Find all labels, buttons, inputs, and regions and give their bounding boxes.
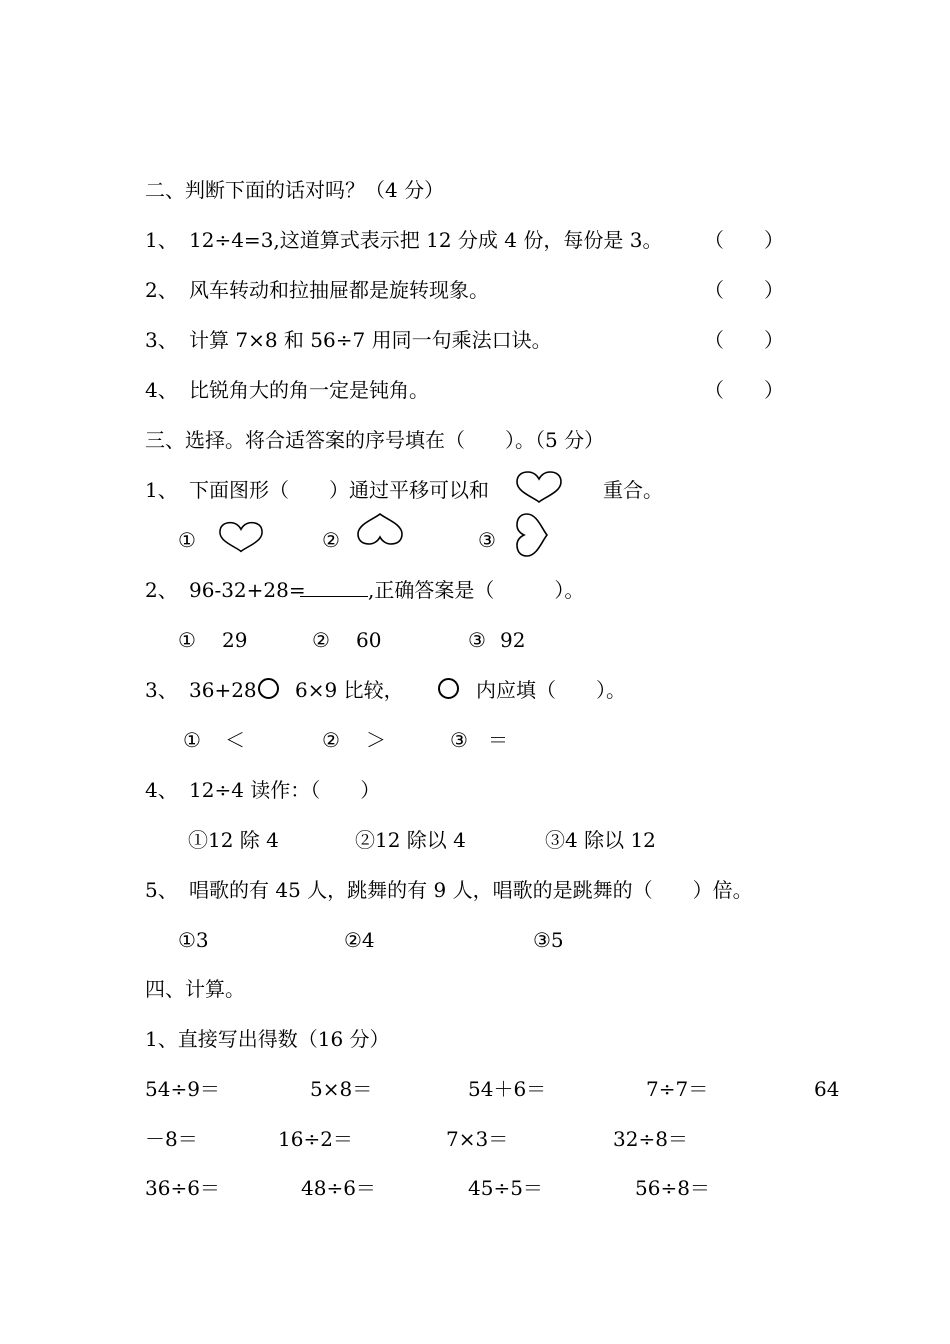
s3-q5-num: 5、 xyxy=(145,878,178,902)
calc-r2-c1: －8＝ xyxy=(145,1127,198,1151)
heart-down-icon xyxy=(356,512,404,546)
s2-item2-answer-paren[interactable]: （ ） xyxy=(704,278,784,302)
calc-r2-c2: 16÷2＝ xyxy=(278,1127,353,1151)
section4-sub1: 1、直接写出得数（16 分） xyxy=(145,1027,390,1051)
s2-item3-answer-paren[interactable]: （ ） xyxy=(704,328,784,352)
s2-item2-num: 2、 xyxy=(145,278,178,302)
s3-q2-option2-mark[interactable]: ② xyxy=(312,628,330,652)
s2-item1-answer-paren[interactable]: （ ） xyxy=(704,228,784,252)
s2-item4-num: 4、 xyxy=(145,378,178,402)
calc-r3-c4: 56÷8＝ xyxy=(635,1176,710,1200)
s3-q4-option3[interactable]: ③4 除以 12 xyxy=(545,828,656,852)
calc-r3-c1: 36÷6＝ xyxy=(145,1176,220,1200)
s3-q5-option3[interactable]: ③5 xyxy=(533,928,564,952)
heart-icon xyxy=(218,520,264,554)
s3-q2-option1-mark[interactable]: ① xyxy=(178,628,196,652)
calc-r2-c4: 32÷8＝ xyxy=(613,1127,688,1151)
s3-q2-option3-value: 92 xyxy=(500,628,526,652)
s3-q2-option2-value: 60 xyxy=(356,628,382,652)
calc-r1-c2: 5×8＝ xyxy=(310,1077,373,1101)
s3-q1-text: 下面图形（ ）通过平移可以和 xyxy=(189,478,489,502)
calc-r2-c3: 7×3＝ xyxy=(446,1127,509,1151)
calc-r3-c2: 48÷6＝ xyxy=(301,1176,376,1200)
s3-q3-num: 3、 xyxy=(145,678,178,702)
s3-q2-expression: 96-32+28= xyxy=(189,578,306,602)
s3-q5-option2[interactable]: ②4 xyxy=(344,928,375,952)
section4-heading: 四、计算。 xyxy=(145,977,245,1001)
s3-q1-option3-mark[interactable]: ③ xyxy=(478,528,496,552)
s3-q3-part3: 内应填（ ）。 xyxy=(476,678,626,702)
s2-item1-num: 1、 xyxy=(145,228,178,252)
s3-q3-part2: 6×9 比较， xyxy=(295,678,404,702)
s3-q3-circle-blank-2 xyxy=(438,678,459,702)
s3-q3-option2-mark[interactable]: ② xyxy=(322,728,340,752)
s3-q3-option3-mark[interactable]: ③ xyxy=(450,728,468,752)
s3-q5-text: 唱歌的有 45 人，跳舞的有 9 人，唱歌的是跳舞的（ ）倍。 xyxy=(189,878,753,902)
section3-heading: 三、选择。将合适答案的序号填在（ ）。（5 分） xyxy=(145,428,605,452)
s3-q2-option1-value: 29 xyxy=(222,628,248,652)
calc-r1-c1: 54÷9＝ xyxy=(145,1077,220,1101)
s3-q5-option1[interactable]: ①3 xyxy=(178,928,209,952)
heart-icon xyxy=(515,470,563,504)
s2-item3-num: 3、 xyxy=(145,328,178,352)
s3-q1-text-after: 重合。 xyxy=(603,478,663,502)
s3-q1-option2-mark[interactable]: ② xyxy=(322,528,340,552)
s3-q4-option2[interactable]: ②12 除以 4 xyxy=(355,828,466,852)
s3-q2-num: 2、 xyxy=(145,578,178,602)
s2-item2-text: 风车转动和拉抽屉都是旋转现象。 xyxy=(189,278,489,302)
heart-right-icon xyxy=(513,512,549,558)
s3-q2-option3-mark[interactable]: ③ xyxy=(468,628,486,652)
s3-q3-option1-value: ＜ xyxy=(225,728,245,752)
s3-q3-option3-value: ＝ xyxy=(488,728,508,752)
s2-item3-text: 计算 7×8 和 56÷7 用同一句乘法口诀。 xyxy=(189,328,552,352)
s2-item4-text: 比锐角大的角一定是钝角。 xyxy=(189,378,429,402)
s3-q3-part1: 36+28 xyxy=(189,678,257,702)
calc-r1-c5: 64 xyxy=(814,1077,840,1101)
s3-q4-option1[interactable]: ①12 除 4 xyxy=(188,828,279,852)
s3-q3-option1-mark[interactable]: ① xyxy=(183,728,201,752)
s3-q1-option1-mark[interactable]: ① xyxy=(178,528,196,552)
s3-q4-text: 12÷4 读作：（ ） xyxy=(189,778,381,802)
s3-q4-num: 4、 xyxy=(145,778,178,802)
calc-r3-c3: 45÷5＝ xyxy=(468,1176,543,1200)
s3-q1-num: 1、 xyxy=(145,478,178,502)
s3-q3-option2-value: ＞ xyxy=(366,728,386,752)
calc-r1-c3: 54＋6＝ xyxy=(468,1077,547,1101)
section2-heading: 二、判断下面的话对吗？（4 分） xyxy=(145,178,445,202)
calc-r1-c4: 7÷7＝ xyxy=(646,1077,709,1101)
s3-q3-circle-blank-1[interactable] xyxy=(258,678,279,702)
s3-q2-text-after: ,正确答案是（ ）。 xyxy=(368,578,585,602)
s2-item1-text: 12÷4=3,这道算式表示把 12 分成 4 份，每份是 3。 xyxy=(189,228,663,252)
s3-q2-blank[interactable] xyxy=(300,578,368,602)
s2-item4-answer-paren[interactable]: （ ） xyxy=(704,378,784,402)
